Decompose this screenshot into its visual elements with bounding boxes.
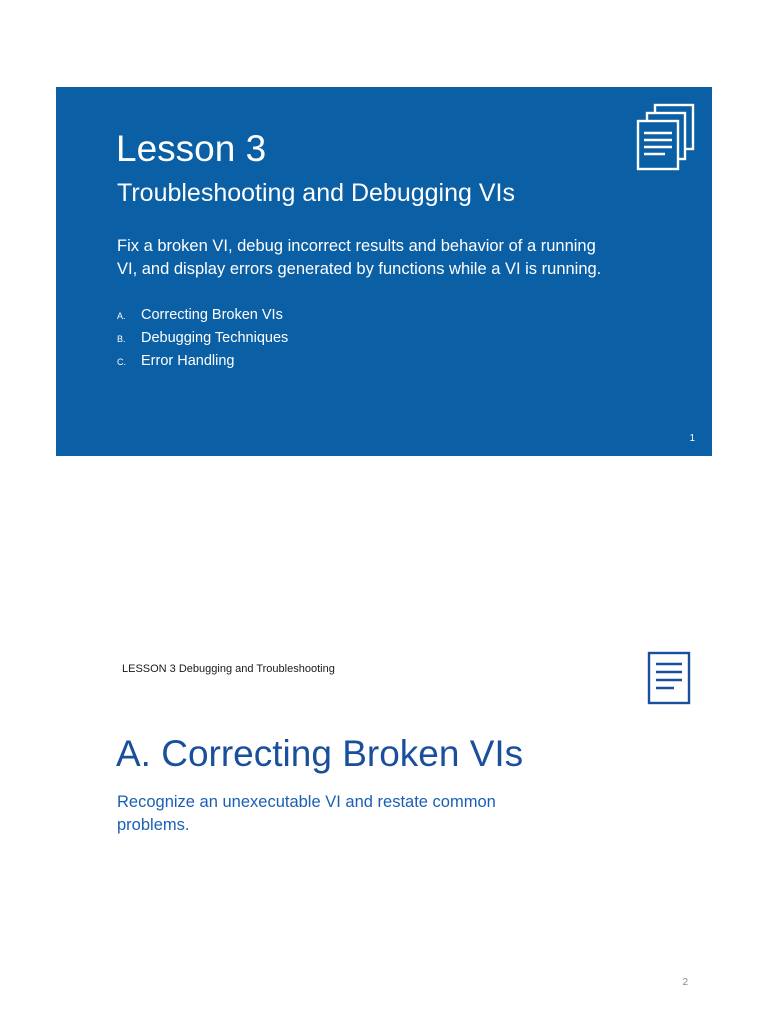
agenda-item	[117, 307, 288, 330]
documents-stack-icon	[635, 101, 697, 173]
agenda-label: Error Handling	[141, 353, 235, 369]
agenda-item	[117, 330, 288, 353]
slide-2	[56, 500, 712, 1000]
lesson-description: Fix a broken VI, debug incorrect results and behavior of a running VI, and display errors generated by functions while a VI is running.	[117, 237, 602, 278]
page-number: 2	[682, 977, 688, 988]
agenda-letter: B.	[117, 334, 126, 344]
section-description: Recognize an unexecutable VI and restate common problems.	[117, 793, 496, 834]
section-title: A. Correcting Broken VIs	[116, 733, 524, 774]
document-icon	[646, 650, 692, 706]
agenda-letter: A.	[117, 311, 126, 321]
agenda-list	[117, 307, 288, 376]
slide-1	[56, 87, 712, 456]
lesson-subtitle: Troubleshooting and Debugging VIs	[117, 179, 515, 207]
agenda-item	[117, 353, 288, 376]
breadcrumb: LESSON 3 Debugging and Troubleshooting	[122, 663, 335, 675]
agenda-label: Correcting Broken VIs	[141, 307, 283, 323]
lesson-title: Lesson 3	[116, 128, 267, 169]
agenda-letter: C.	[117, 357, 126, 367]
agenda-label: Debugging Techniques	[141, 330, 289, 346]
page-number: 1	[689, 433, 695, 444]
